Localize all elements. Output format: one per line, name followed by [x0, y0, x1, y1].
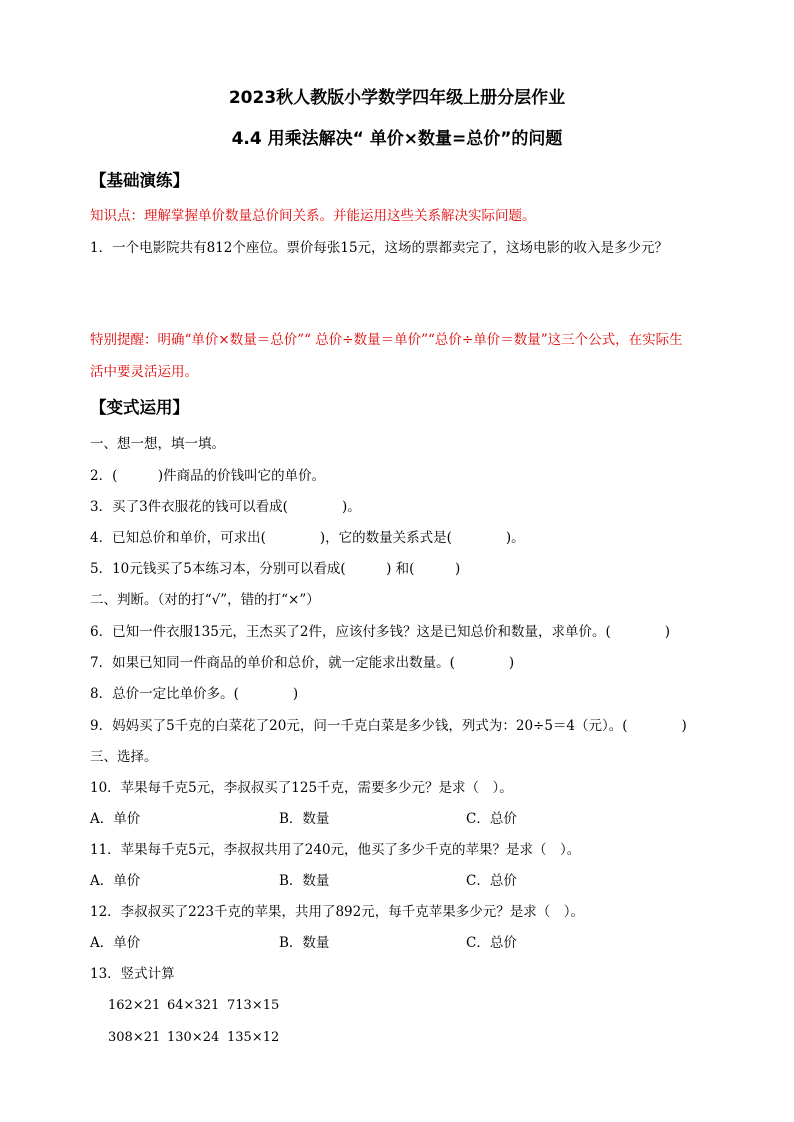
- knowledge-point: 知识点：理解掌握单价数量总价间关系。并能运用这些关系解决实际问题。: [90, 208, 536, 224]
- question-4: 4．已知总价和单价，可求出( )，它的数量关系式是( )。: [90, 530, 525, 546]
- question-12: 12．李叔叔买了223千克的苹果，共用了892元，每千克苹果多少元？是求（ ）。: [90, 904, 584, 920]
- question-2: 2．( )件商品的价钱叫它的单价。: [90, 468, 326, 484]
- part-1-heading: 一、想一想，填一填。: [90, 436, 225, 452]
- calc-item: 713×15: [227, 998, 280, 1013]
- question-12-option-a: A．单价: [90, 935, 141, 951]
- question-13: 13．竖式计算: [90, 966, 175, 982]
- question-9: 9．妈妈买了5千克的白菜花了20元，问一千克白菜是多少钱，列式为：20÷5＝4（元）。( ): [90, 718, 687, 734]
- question-5: 5．10元钱买了5本练习本，分别可以看成( ) 和( ): [90, 561, 461, 577]
- question-10-option-b: B．数量: [279, 811, 330, 827]
- calc-item: 130×24: [167, 1030, 220, 1045]
- special-tip-line-2: 活中要灵活运用。: [90, 364, 198, 380]
- question-3: 3．买了3件衣服花的钱可以看成( )。: [90, 499, 361, 515]
- calc-item: 162×21: [108, 998, 161, 1013]
- calc-item: 308×21: [108, 1030, 161, 1045]
- question-11-option-a: A．单价: [90, 873, 141, 889]
- section-heading-variant: 【变式运用】: [90, 398, 189, 417]
- question-7: 7．如果已知同一件商品的单价和总价，就一定能求出数量。( ): [90, 655, 515, 671]
- page-title: 2023秋人教版小学数学四年级上册分层作业: [228, 88, 566, 108]
- section-heading-basic: 【基础演练】: [90, 171, 189, 190]
- question-10-option-a: A．单价: [90, 811, 141, 827]
- part-2-heading: 二、判断。（对的打“√”，错的打“×”）: [90, 592, 320, 608]
- question-1: 1．一个电影院共有812个座位。票价每张15元，这场的票都卖完了，这场电影的收入是多少元？: [90, 240, 669, 256]
- special-tip-line-1: 特别提醒：明确“单价×数量＝总价”“ 总价÷数量＝单价”“总价÷单价＝数量”这三个公式，在实际生: [90, 332, 683, 348]
- calc-item: 64×321: [167, 998, 220, 1013]
- question-11-option-b: B．数量: [279, 873, 330, 889]
- question-10: 10．苹果每千克5元，李叔叔买了125千克，需要多少元？是求（ ）。: [90, 780, 513, 796]
- question-11: 11．苹果每千克5元，李叔叔共用了240元，他买了多少千克的苹果？是求（ ）。: [90, 842, 581, 858]
- calc-item: 135×12: [227, 1030, 280, 1045]
- page-subtitle: 4.4 用乘法解决“ 单价×数量=总价”的问题: [231, 129, 563, 149]
- question-12-option-b: B．数量: [279, 935, 330, 951]
- question-8: 8．总价一定比单价多。( ): [90, 686, 299, 702]
- question-6: 6．已知一件衣服135元，王杰买了2件，应该付多钱？这是已知总价和数量，求单价。( ): [90, 624, 670, 640]
- part-3-heading: 三、选择。: [90, 749, 158, 765]
- question-12-option-c: C．总价: [466, 935, 517, 951]
- question-11-option-c: C．总价: [466, 873, 517, 889]
- question-10-option-c: C．总价: [466, 811, 517, 827]
